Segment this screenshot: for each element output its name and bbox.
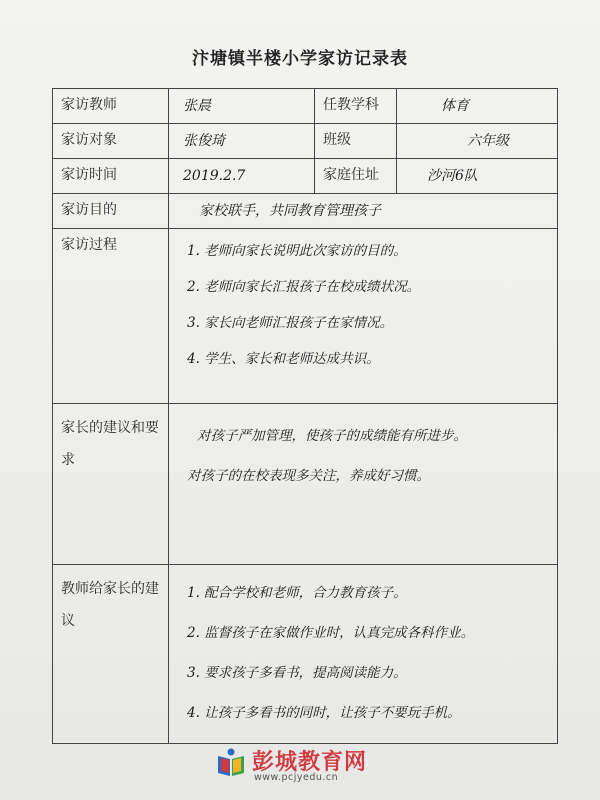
process-line: 2. 老师向家长汇报孩子在校成绩状况。: [187, 279, 421, 295]
label-parent-suggestions-cell: [53, 404, 169, 565]
label-parent-suggestions: 家长的建议和要求: [61, 420, 159, 468]
value-purpose-cell: [169, 194, 558, 229]
value-address: 沙河6队: [427, 168, 478, 184]
book-logo-icon: [214, 746, 248, 780]
process-cell: [169, 229, 558, 404]
label-subject-cell: [315, 89, 397, 124]
row-parent-suggestions: [53, 404, 558, 565]
parent-suggestions-cell: [169, 404, 558, 565]
watermark: [214, 744, 394, 788]
visit-record-table: [52, 88, 558, 744]
parent-line: 对孩子的在校表现多关注，养成好习惯。: [187, 468, 430, 484]
row-purpose: [53, 194, 558, 229]
value-teacher-cell: [169, 89, 315, 124]
value-subject: 体育: [441, 98, 469, 114]
value-purpose: 家校联手，共同教育管理孩子: [199, 203, 381, 219]
row-teacher: [53, 89, 558, 124]
form-title: 汴塘镇半楼小学家访记录表: [192, 49, 408, 69]
row-teacher-advice: [53, 565, 558, 744]
advice-line: 2. 监督孩子在家做作业时，认真完成各科作业。: [187, 625, 475, 641]
value-target: 张俊琦: [183, 133, 225, 149]
value-target-cell: [169, 124, 315, 159]
row-target: [53, 124, 558, 159]
watermark-brand: 彭城教育网: [252, 750, 368, 775]
label-process-cell: [53, 229, 169, 404]
value-time-cell: [169, 159, 315, 194]
label-teacher-cell: [53, 89, 169, 124]
label-process: 家访过程: [61, 237, 117, 253]
label-purpose: 家访目的: [61, 202, 117, 218]
advice-line: 4. 让孩子多看书的同时，让孩子不要玩手机。: [187, 705, 461, 721]
parent-line: 对孩子严加管理，使孩子的成绩能有所进步。: [197, 428, 467, 444]
value-teacher: 张晨: [183, 98, 211, 114]
advice-line: 3. 要求孩子多看书，提高阅读能力。: [187, 665, 407, 681]
label-target: 家访对象: [61, 132, 117, 148]
advice-line: 1. 配合学校和老师，合力教育孩子。: [187, 585, 407, 601]
value-address-cell: [397, 159, 558, 194]
label-teacher-advice-cell: [53, 565, 169, 744]
label-teacher-advice: 教师给家长的建议: [61, 581, 159, 629]
row-process: [53, 229, 558, 404]
process-line: 4. 学生、家长和老师达成共识。: [187, 351, 380, 367]
row-time: [53, 159, 558, 194]
label-time-cell: [53, 159, 169, 194]
value-subject-cell: [397, 89, 558, 124]
label-address-cell: [315, 159, 397, 194]
advice-lines: [169, 565, 557, 723]
process-line: 3. 家长向老师汇报孩子在家情况。: [187, 315, 394, 331]
process-lines: [169, 229, 557, 369]
label-time: 家访时间: [61, 167, 117, 183]
label-subject: 任教学科: [323, 97, 379, 113]
value-class-cell: [397, 124, 558, 159]
process-line: 1. 老师向家长说明此次家访的目的。: [187, 243, 407, 259]
value-time: 2019.2.7: [183, 168, 246, 184]
parent-lines: [169, 404, 557, 486]
watermark-url: www.pcjyedu.cn: [254, 772, 339, 783]
label-purpose-cell: [53, 194, 169, 229]
label-class: 班级: [323, 132, 351, 148]
teacher-advice-cell: [169, 565, 558, 744]
label-target-cell: [53, 124, 169, 159]
value-class: 六年级: [467, 133, 509, 149]
label-teacher: 家访教师: [61, 97, 117, 113]
label-class-cell: [315, 124, 397, 159]
label-address: 家庭住址: [323, 167, 379, 183]
